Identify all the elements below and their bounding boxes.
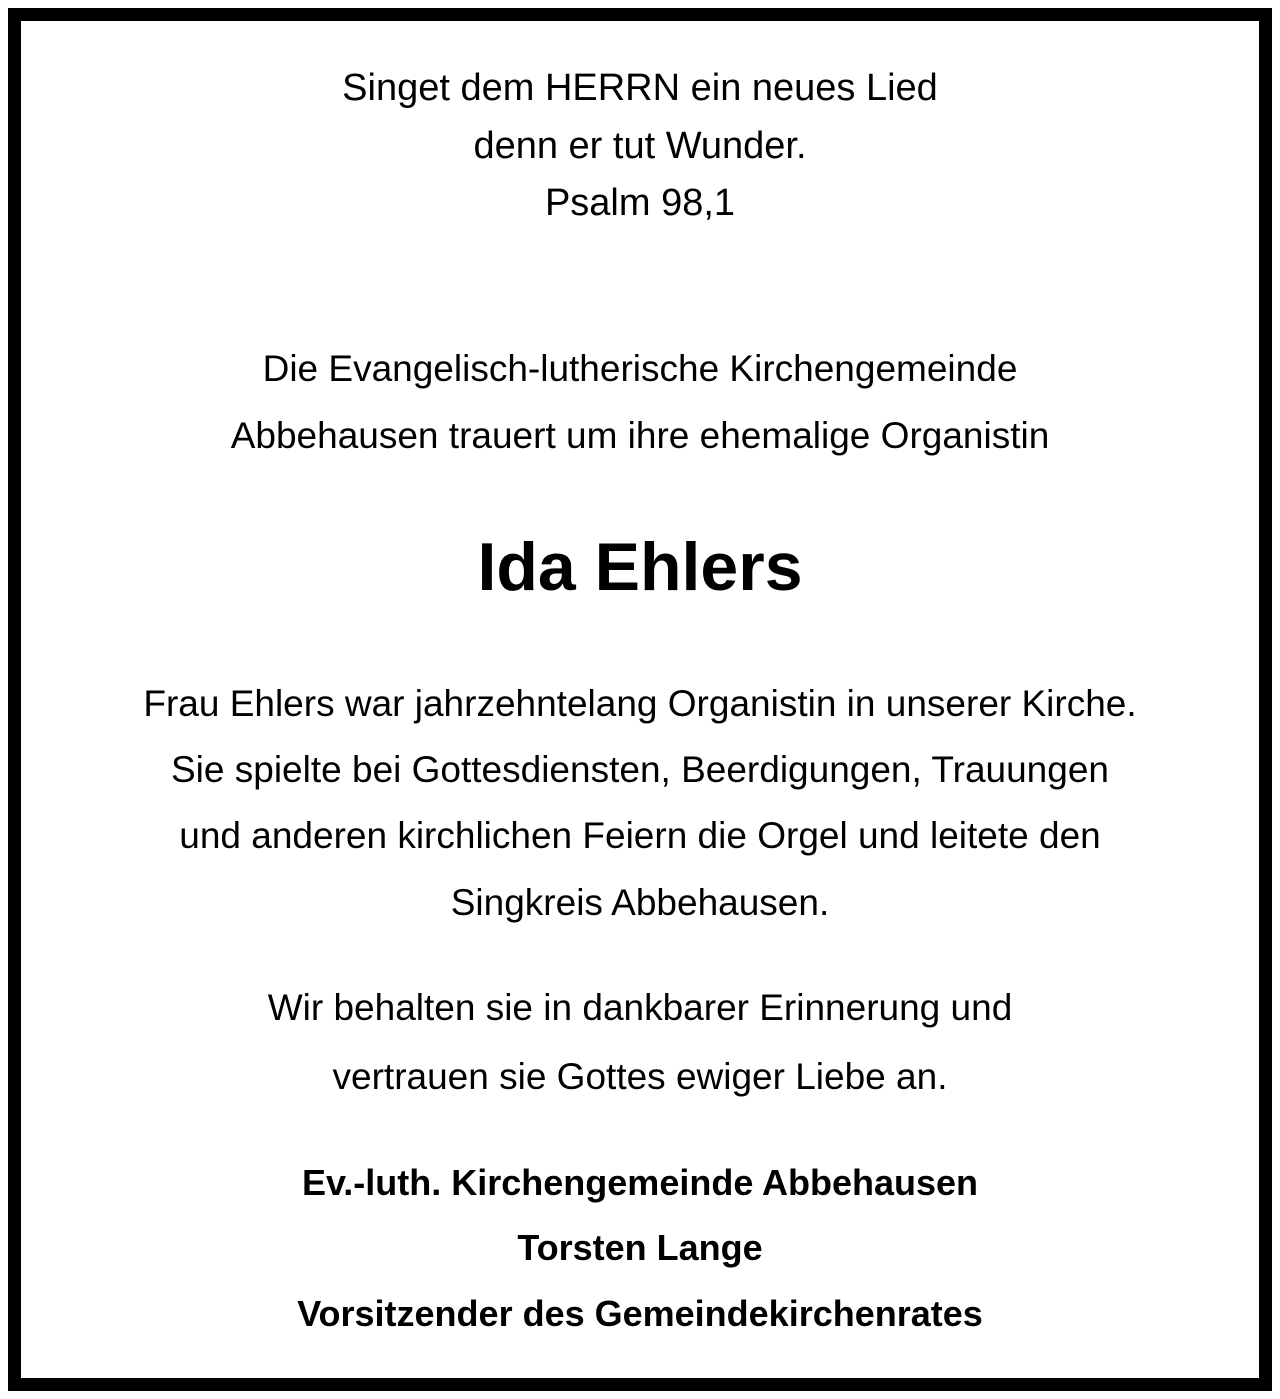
tribute-line-4: Singkreis Abbehausen. [450,882,830,923]
verse-line-1: Singet dem HERRN ein neues Lied [342,67,938,109]
tribute-line-3: und anderen kirchlichen Feiern die Orgel und leitete den [179,815,1101,856]
intro-line-1: Die Evangelisch-lutherische Kirchengemeinde [262,348,1018,389]
closing-line-1: Wir behalten sie in dankbarer Erinnerung und [267,987,1013,1028]
intro-line-2: Abbehausen trauert um ihre ehemalige Organistin [230,415,1050,456]
tribute-line-1: Frau Ehlers war jahrzehntelang Organistin in unserer Kirche. [143,683,1137,724]
closing-line-2: vertrauen sie Gottes ewiger Liebe an. [332,1056,948,1097]
signature-organization: Ev.-luth. Kirchengemeinde Abbehausen [301,1162,979,1203]
tribute-line-2: Sie spielte bei Gottesdiensten, Beerdigungen, Trauungen [171,749,1109,790]
verse-line-2: denn er tut Wunder. [473,125,807,167]
signature-role: Vorsitzender des Gemeindekirchenrates [297,1293,983,1334]
deceased-name: Ida Ehlers [477,529,803,605]
verse-reference: Psalm 98,1 [544,182,736,224]
signature-person: Torsten Lange [517,1227,763,1268]
